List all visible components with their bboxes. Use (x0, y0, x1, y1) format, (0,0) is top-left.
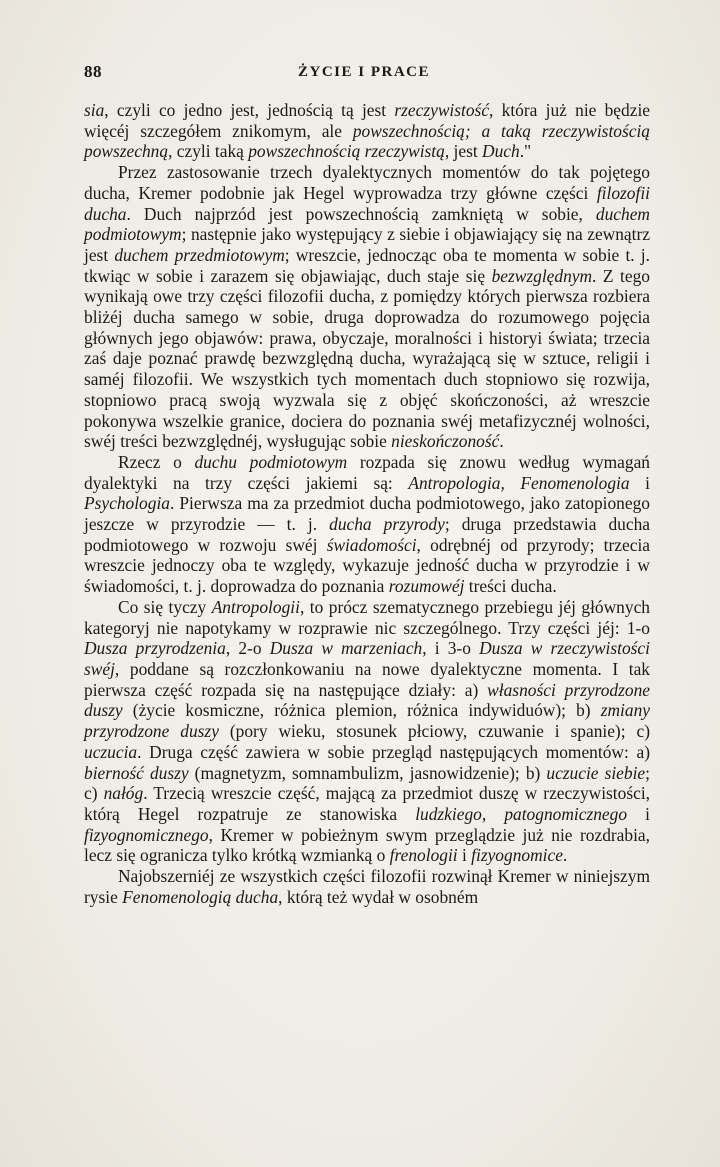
italic-text: powszechnością; a taką rzeczywistością powszechną (84, 120, 650, 162)
paragraph (84, 100, 650, 162)
italic-text: własności przyrodzone duszy (84, 679, 650, 721)
text-run: treści ducha. (464, 576, 557, 597)
text-run: i (629, 472, 650, 493)
italic-text: duchem podmiotowym (84, 203, 650, 245)
italic-text: nałóg (103, 783, 144, 804)
text-run: ; następnie jako występujący z siebie i objawiający się na zewnątrz jest (84, 224, 650, 265)
italic-text: Dusza w marzeniach (269, 638, 423, 659)
paragraph (84, 162, 650, 452)
running-title: ŻYCIE I PRACE (297, 64, 430, 80)
italic-text: Duch (482, 141, 520, 162)
text-run: , Kremer w pobieżnym swym przeglądzie już nie rozdrabia, lecz się ogranicza tylko krótką wzmianką o (84, 824, 650, 866)
text-run: ; wreszcie, jednocząc oba te momenta w sobie t. j. tkwiąc w sobie i zarazem się objawiając, duch staje się (84, 244, 650, 286)
paragraph (84, 866, 650, 907)
text-run: , która już nie będzie więcéj szczegółem znikomym, ale (84, 100, 650, 141)
text-run: i (627, 803, 650, 824)
italic-text: rozumowéj (388, 576, 465, 597)
italic-text: frenologii (389, 845, 458, 866)
text-run: ." (519, 141, 532, 162)
text-run: , którą też wydał w osobném (278, 886, 479, 907)
italic-text: powszechnością rzeczywistą (248, 141, 445, 162)
italic-text: duchem przedmiotowym (114, 244, 285, 265)
text-run: Co się tyczy (118, 596, 212, 617)
text-run: ; c) (84, 762, 650, 804)
italic-text: fizyognomicznego (84, 824, 209, 845)
text-run: , czyli co jedno jest, jednością tą jest (104, 100, 395, 120)
text-run: (życie kosmiczne, różnica plemion, różnica indywiduów); b) (122, 700, 601, 721)
italic-text: Dusza przyrodzenia (84, 638, 226, 659)
text-run: . Druga część zawiera w sobie przegląd następujących momentów: a) (137, 741, 650, 762)
text-run: Najobszerniéj ze wszystkich części filozofii rozwinął Kremer w niniejszym rysie (84, 866, 650, 907)
italic-text: Dusza w rzeczywistości swéj (84, 638, 650, 679)
text-run: Przez zastosowanie trzech dyalektycznych momentów do tak pojętego ducha, Kremer podobnie jak Hegel wyprowadza trzy główne części (84, 162, 650, 203)
text-run: , to prócz szematycznego przebiegu jéj głównych kategoryj nie napotykamy w rozprawie nic szczególnego. Trzy części jéj: 1-o (84, 596, 650, 638)
italic-text: rzeczywistość (394, 100, 490, 120)
text-run: (pory wieku, stosunek płciowy, czuwanie i spanie); c) (218, 721, 650, 742)
text-run: . Trzecią wreszcie część, mającą za przedmiot duszę w rzeczywistości, którą Hegel rozpatruje ze stanowiska (84, 783, 651, 824)
paragraph (84, 597, 650, 866)
page-header (84, 62, 644, 86)
italic-text: nieskończoność (391, 431, 500, 452)
italic-text: Antropologia, Fenomenologia (408, 472, 630, 493)
paragraph (84, 452, 650, 597)
text-run: , odrębnéj od przyrody; trzecia wreszcie jednoczy oba te względy, wykazuje jedność ducha w przyrodzie i w świadomości, t. j. doprowadza do poznania (84, 534, 650, 597)
text-run: , poddane są rozczłonkowaniu na nowe dyalektyczne momenta. I tak pierwsza część rozpada się na następujące działy: a) (84, 658, 650, 700)
text-run: . (499, 431, 504, 452)
italic-text: filozofii ducha (84, 182, 650, 224)
body-text (84, 100, 650, 907)
italic-text: zmiany przyrodzone duszy (84, 700, 650, 742)
text-run: , jest (444, 141, 483, 162)
text-run: ; druga przedstawia ducha podmiotowego w rozwoju swéj (84, 514, 650, 555)
page-number: 88 (84, 62, 102, 81)
italic-text: fizyognomice (471, 845, 563, 866)
text-run: , i 3-o (422, 638, 480, 659)
italic-text: uczucie siebie (546, 762, 646, 783)
text-run: Rzecz o (118, 451, 195, 472)
italic-text: ludzkiego, patognomicznego (415, 803, 628, 824)
italic-text: Psychologia (84, 493, 170, 514)
italic-text: bierność duszy (84, 762, 189, 783)
text-run: . (562, 845, 568, 866)
text-run: . Pierwsza ma za przedmiot ducha podmiotowego, jako zatopionego jeszcze w przyrodzie — t. j. (84, 493, 650, 535)
text-run: . Duch najprzód jest powszechnością zamkniętą w sobie, (126, 203, 596, 224)
text-run: . Z tego wynikają owe trzy części filozofii ducha, z pomiędzy których pierwsza rozbiera bliżéj ducha samego w sobie, druga doprowadza do rozumowego pojęcia głównych jego objawów: prawa, obyczaje, moralności i historyi świata; trzecia zaś daje poznać prawdę bezwzględną ducha, wyrażającą się w sztuce, religii i saméj filozofii. We wszystkich tych momentach duch stopniowo się rozwija, stopniowo pracą swoją wyzwala się z objęć skończoności, aż wreszcie pokonywa wszelkie granice, dociera do poznania swéj metafizycznéj wolności, swéj treści bezwzględnéj, wysługując sobie (84, 265, 651, 452)
italic-text: świadomości (326, 534, 417, 555)
text-run: rozpada się znowu według wymagań dyalektyki na trzy części jakiemi są: (84, 451, 650, 493)
text-run: i (457, 845, 472, 866)
italic-text: Antropologii (211, 596, 300, 617)
italic-text: ducha przyrody (329, 514, 445, 535)
text-run: , czyli taką (168, 141, 249, 162)
italic-text: uczucia (84, 741, 138, 762)
text-run: (magnetyzm, somnambulizm, jasnowidzenie); b) (188, 762, 547, 783)
italic-text: sia (84, 100, 105, 120)
italic-text: Fenomenologią ducha (122, 886, 279, 907)
text-run: , 2-o (225, 638, 270, 659)
italic-text: duchu podmiotowym (194, 451, 348, 472)
italic-text: bezwzględnym (491, 265, 593, 286)
